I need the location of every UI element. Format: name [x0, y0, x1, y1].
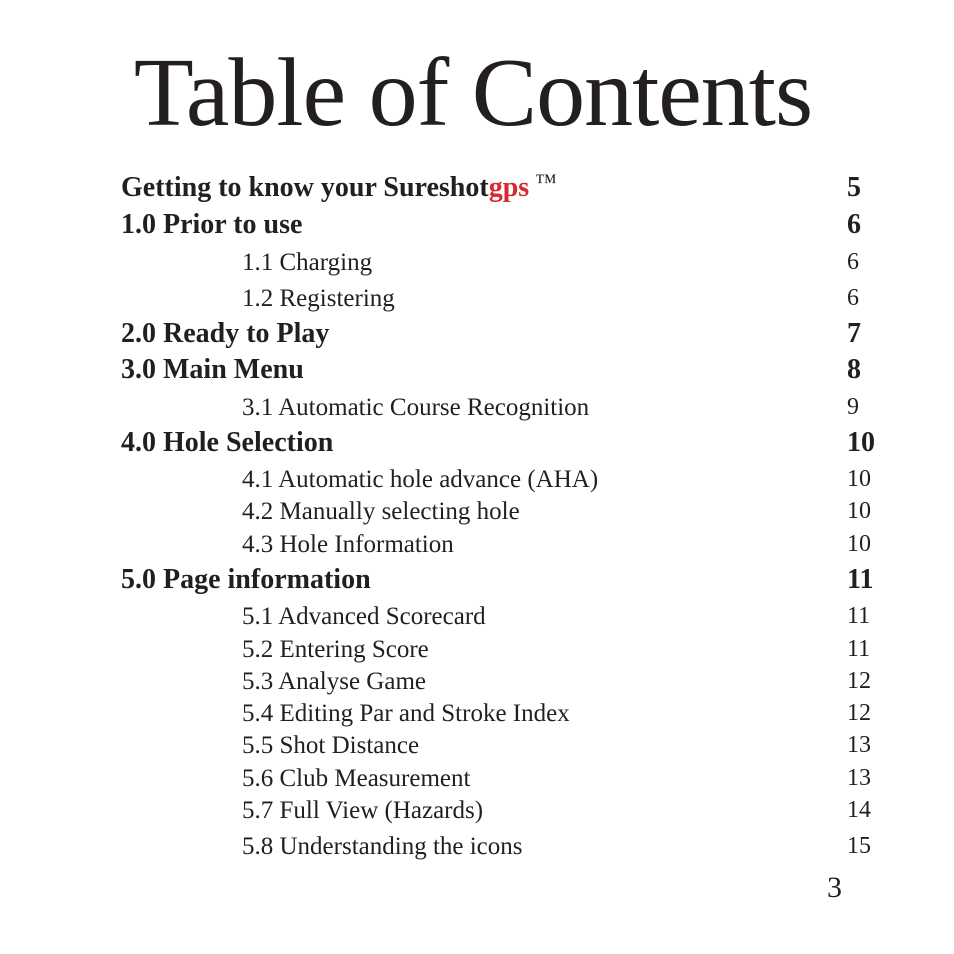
- toc-entry-label: 5.1 Advanced Scorecard: [242, 603, 486, 630]
- toc-entry-label: 1.0 Prior to use: [121, 209, 303, 240]
- toc-entry-page: 11: [847, 636, 871, 662]
- toc-entry-label: 5.0 Page information: [121, 564, 371, 595]
- toc-entry-page: 12: [847, 700, 871, 726]
- toc-entry-label: 4.1 Automatic hole advance (AHA): [242, 466, 599, 493]
- toc-entry-page: 12: [847, 668, 871, 694]
- toc-entry-label: [121, 169, 557, 204]
- toc-entry-page: 11: [847, 564, 874, 595]
- toc-entry-page: 6: [847, 249, 859, 275]
- toc-entry-page: 10: [847, 466, 871, 492]
- toc-entry-label: 5.5 Shot Distance: [242, 732, 420, 759]
- toc-entry-label: 1.2 Registering: [242, 285, 395, 312]
- trademark-symbol: ™: [535, 169, 557, 194]
- toc-entry-label: 4.0 Hole Selection: [121, 427, 334, 458]
- toc-entry-label: 3.1 Automatic Course Recognition: [242, 394, 590, 421]
- toc-entry-page: 6: [847, 285, 859, 311]
- toc-entry-page: 5: [847, 172, 861, 203]
- toc-entry-label: 3.0 Main Menu: [121, 354, 304, 385]
- toc-entry-page: 8: [847, 354, 861, 385]
- brand-name: Getting to know your Sureshot: [121, 172, 489, 203]
- toc-entry-page: 14: [847, 797, 871, 823]
- toc-entry-page: 6: [847, 209, 861, 240]
- toc-entry-label: 5.8 Understanding the icons: [242, 833, 523, 860]
- toc-entry-label: 4.2 Manually selecting hole: [242, 498, 520, 525]
- brand-gps: gps: [488, 172, 530, 203]
- toc-entry-label: 5.6 Club Measurement: [242, 765, 471, 792]
- toc-entry-label: 5.7 Full View (Hazards): [242, 797, 484, 824]
- toc-entry-page: 15: [847, 833, 871, 859]
- toc-entry-page: 11: [847, 603, 871, 629]
- toc-entry-page: 7: [847, 318, 861, 349]
- page-title: Table of Contents: [133, 39, 813, 147]
- page-number: 3: [827, 871, 842, 904]
- toc-entry-page: 10: [847, 498, 871, 524]
- toc-entry-page: 10: [847, 531, 871, 557]
- toc-entry-page: 13: [847, 765, 871, 791]
- toc-entry-label: 5.4 Editing Par and Stroke Index: [242, 700, 570, 727]
- toc-entry-page: 10: [847, 427, 875, 458]
- toc-entry-label: 1.1 Charging: [242, 249, 373, 276]
- toc-entry-label: 4.3 Hole Information: [242, 531, 454, 558]
- toc-entry-label: 5.2 Entering Score: [242, 636, 429, 663]
- toc-entry-page: 9: [847, 394, 859, 420]
- toc-entry-label: 2.0 Ready to Play: [121, 318, 330, 349]
- toc-entry-label: 5.3 Analyse Game: [242, 668, 426, 695]
- toc-entry-page: 13: [847, 732, 871, 758]
